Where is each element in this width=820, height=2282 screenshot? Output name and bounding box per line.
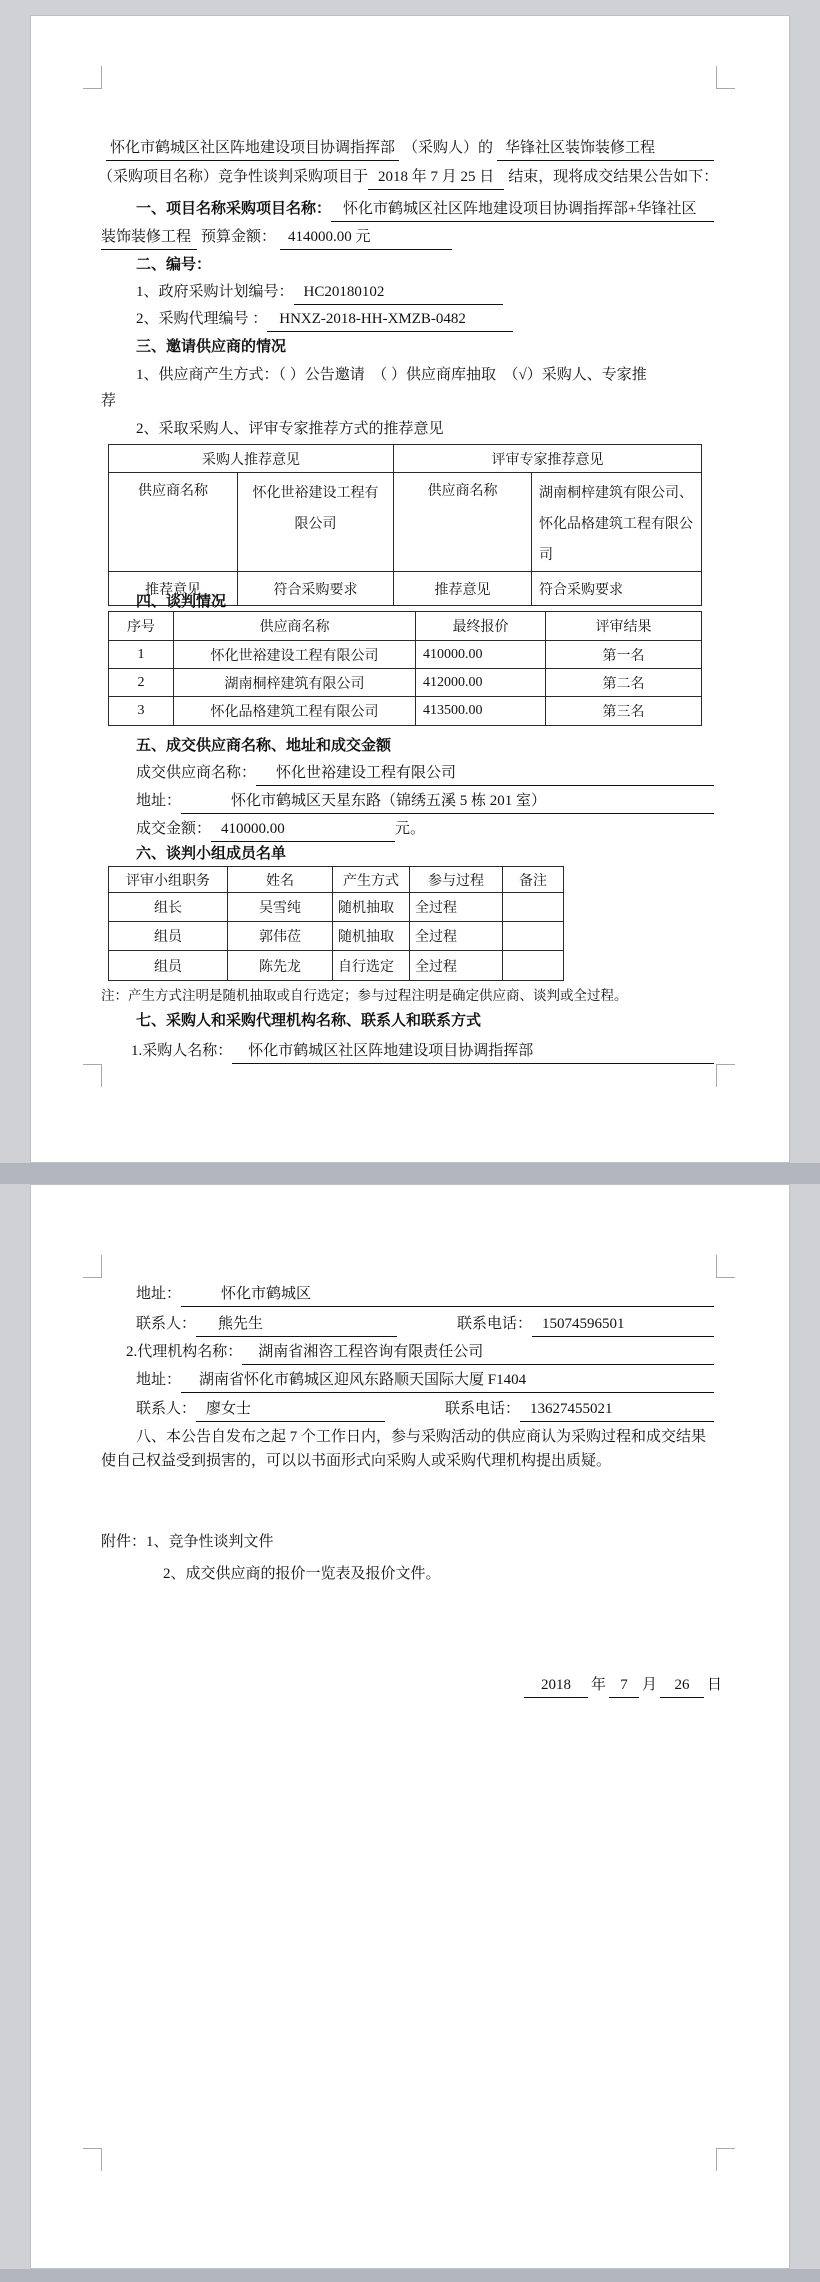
date-month-underlined: 7 bbox=[609, 1675, 639, 1698]
table-cell: 郭伟莅 bbox=[228, 922, 333, 951]
margin-corner-mark bbox=[83, 1255, 102, 1278]
table-cell: 410000.00 bbox=[416, 641, 546, 669]
contact-person-underlined: 廖女士 bbox=[196, 1399, 385, 1422]
winner-name-underlined: 怀化世裕建设工程有限公司 bbox=[256, 763, 714, 786]
date-month-unit: 月 bbox=[642, 1677, 658, 1693]
intro-text: 结束，现将成交结果公告如下： bbox=[508, 169, 719, 185]
agency-name-line bbox=[126, 1342, 714, 1365]
date-year-unit: 年 bbox=[591, 1677, 607, 1693]
agency-address-line bbox=[136, 1370, 714, 1393]
purchaser-contact-line bbox=[136, 1314, 714, 1337]
table-cell: 自行选定 bbox=[333, 951, 410, 981]
team-table-note-line bbox=[101, 986, 628, 1009]
section-8-text: 八、本公告自发布之起 7 个工作日内，参与采购活动的供应商认为采购过程和成交结果 bbox=[136, 1429, 707, 1445]
supplier-source-text: 1、供应商产生方式：（ ）公告邀请 （ ）供应商库抽取 （√）采购人、专家推 bbox=[136, 367, 647, 383]
table-cell: 第一名 bbox=[546, 641, 702, 669]
table-cell: 湖南桐梓建筑有限公司 bbox=[174, 669, 416, 697]
table-cell: 推荐意见 bbox=[394, 572, 532, 606]
table-header-cell: 评审专家推荐意见 bbox=[394, 445, 702, 473]
plan-number-label: 1、政府采购计划编号： bbox=[136, 284, 294, 300]
table-row bbox=[109, 612, 702, 641]
table-header-cell: 备注 bbox=[503, 867, 564, 893]
table-cell: 怀化品格建筑工程有限公司 bbox=[174, 697, 416, 726]
margin-corner-mark bbox=[83, 1064, 102, 1087]
attachment-line-1 bbox=[101, 1532, 274, 1555]
section-1-heading-line bbox=[136, 199, 714, 222]
table-cell: 全过程 bbox=[410, 893, 503, 922]
section-heading: 七、采购人和采购代理机构名称、联系人和联系方式 bbox=[136, 1013, 482, 1029]
purchaser-address-label: 地址： bbox=[136, 1286, 182, 1302]
table-header-cell: 最终报价 bbox=[416, 612, 546, 641]
agency-address-underlined: 湖南省怀化市鹤城区迎风东路顺天国际大厦 F1404 bbox=[181, 1370, 714, 1393]
date-day-underlined: 26 bbox=[660, 1675, 704, 1698]
purchaser-address-underlined: 怀化市鹤城区 bbox=[181, 1284, 714, 1307]
contact-person-underlined: 熊先生 bbox=[196, 1314, 397, 1337]
supplier-source-line-2 bbox=[101, 391, 116, 414]
table-cell: 吴雪纯 bbox=[228, 893, 333, 922]
winner-address-line bbox=[136, 791, 714, 814]
attachment-line-2 bbox=[163, 1564, 441, 1587]
page-2 bbox=[30, 1184, 790, 2269]
section-3-heading-line bbox=[136, 337, 286, 360]
table-cell bbox=[503, 893, 564, 922]
table-cell: 怀化世裕建设工程有限公司 bbox=[238, 473, 394, 572]
table-row bbox=[109, 867, 564, 893]
page-1 bbox=[30, 15, 790, 1163]
signature-date-line bbox=[524, 1675, 722, 1698]
section-1-line-2 bbox=[101, 227, 452, 250]
winner-address-underlined: 怀化市鹤城区天星东路（锦绣五溪 5 栋 201 室） bbox=[181, 791, 714, 814]
agency-name-label: 2.代理机构名称： bbox=[126, 1344, 243, 1360]
attachment-text: 附件：1、竞争性谈判文件 bbox=[101, 1534, 274, 1550]
intro-text: （采购项目名称）竞争性谈判采购项目于 bbox=[98, 169, 369, 185]
margin-corner-mark bbox=[716, 1064, 735, 1087]
table-cell: 全过程 bbox=[410, 922, 503, 951]
table-cell: 组员 bbox=[109, 922, 228, 951]
intro-text: （采购人）的 bbox=[403, 140, 494, 156]
supplier-source-text: 荐 bbox=[101, 393, 117, 409]
purchaser-name-value-underlined: 怀化市鹤城区社区阵地建设项目协调指挥部 bbox=[232, 1041, 714, 1064]
contact-person-label: 联系人： bbox=[136, 1316, 197, 1332]
contact-person-label: 联系人： bbox=[136, 1401, 197, 1417]
purchaser-name-line bbox=[131, 1041, 714, 1064]
margin-corner-mark bbox=[83, 2148, 102, 2171]
table-row bbox=[109, 641, 702, 669]
agency-number-line bbox=[136, 309, 513, 332]
project-title-cont-underlined: 装饰装修工程 bbox=[101, 227, 197, 250]
contact-phone-label: 联系电话： bbox=[445, 1401, 521, 1417]
end-date-underlined: 2018 年 7 月 25 日 bbox=[368, 167, 504, 190]
table-cell bbox=[503, 951, 564, 981]
plan-number-line bbox=[136, 282, 503, 305]
negotiation-table bbox=[108, 611, 702, 726]
table-cell: 2 bbox=[109, 669, 174, 697]
table-cell: 推荐意见 bbox=[109, 572, 238, 606]
deal-amount-underlined: 410000.00 bbox=[211, 819, 395, 842]
table-row bbox=[109, 922, 564, 951]
project-name-underlined: 华锋社区装饰装修工程 bbox=[497, 138, 714, 161]
margin-corner-mark bbox=[716, 66, 735, 89]
table-cell: 3 bbox=[109, 697, 174, 726]
budget-label: 预算金额： bbox=[201, 229, 277, 245]
table-cell: 全过程 bbox=[410, 951, 503, 981]
margin-corner-mark bbox=[83, 66, 102, 89]
table-row bbox=[109, 669, 702, 697]
table-cell: 供应商名称 bbox=[109, 473, 238, 572]
section-heading: 二、编号： bbox=[136, 257, 212, 273]
intro-line-2 bbox=[98, 167, 718, 190]
purchaser-address-line bbox=[136, 1284, 714, 1307]
section-heading: 四、谈判情况 bbox=[136, 594, 227, 610]
recommendation-intro-text: 2、采取采购人、评审专家推荐方式的推荐意见 bbox=[136, 421, 444, 437]
purchaser-name-label: 1.采购人名称： bbox=[131, 1043, 233, 1059]
purchaser-name-underlined: 怀化市鹤城区社区阵地建设项目协调指挥部 bbox=[106, 138, 399, 161]
table-row bbox=[109, 697, 702, 726]
page-gap bbox=[0, 1163, 820, 1184]
agency-number-label: 2、采购代理编号 ： bbox=[136, 311, 268, 327]
table-cell: 412000.00 bbox=[416, 669, 546, 697]
contact-phone-underlined: 15074596501 bbox=[532, 1314, 714, 1337]
date-year-underlined: 2018 bbox=[524, 1675, 588, 1698]
table-cell: 随机抽取 bbox=[333, 922, 410, 951]
section-heading: 六、谈判小组成员名单 bbox=[136, 846, 287, 862]
budget-value-underlined: 414000.00 元 bbox=[280, 227, 452, 250]
section-heading: 一、项目名称采购项目名称： bbox=[136, 201, 332, 217]
margin-corner-mark bbox=[716, 1255, 735, 1278]
section-8-line-1 bbox=[136, 1427, 706, 1450]
table-cell: 第三名 bbox=[546, 697, 702, 726]
section-8-line-2 bbox=[101, 1451, 611, 1474]
section-5-heading-line bbox=[136, 736, 391, 759]
table-cell: 符合采购要求 bbox=[532, 572, 702, 606]
table-cell: 组长 bbox=[109, 893, 228, 922]
page-gap-bottom bbox=[0, 2269, 820, 2282]
attachment-text: 2、成交供应商的报价一览表及报价文件。 bbox=[163, 1566, 441, 1582]
recommendation-table bbox=[108, 444, 702, 606]
section-7-heading-line bbox=[136, 1011, 481, 1034]
table-row bbox=[109, 473, 702, 572]
section-heading: 三、邀请供应商的情况 bbox=[136, 339, 287, 355]
section-6-heading-line bbox=[136, 844, 286, 867]
winner-name-label: 成交供应商名称： bbox=[136, 765, 257, 781]
table-cell: 供应商名称 bbox=[394, 473, 532, 572]
table-cell bbox=[503, 922, 564, 951]
table-cell: 湖南桐梓建筑有限公司、怀化品格建筑工程有限公司 bbox=[532, 473, 702, 572]
deal-amount-suffix: 元。 bbox=[395, 821, 426, 837]
table-cell: 413500.00 bbox=[416, 697, 546, 726]
team-table bbox=[108, 866, 564, 981]
deal-amount-label: 成交金额： bbox=[136, 821, 212, 837]
table-header-cell: 参与过程 bbox=[410, 867, 503, 893]
agency-contact-line bbox=[136, 1399, 714, 1422]
table-header-cell: 评审结果 bbox=[546, 612, 702, 641]
table-cell: 随机抽取 bbox=[333, 893, 410, 922]
table-header-cell: 评审小组职务 bbox=[109, 867, 228, 893]
table-row bbox=[109, 893, 564, 922]
supplier-source-line-1 bbox=[136, 365, 647, 388]
contact-phone-label: 联系电话： bbox=[457, 1316, 533, 1332]
margin-corner-mark bbox=[716, 2148, 735, 2171]
agency-name-underlined: 湖南省湘咨工程咨询有限责任公司 bbox=[242, 1342, 714, 1365]
table-header-cell: 产生方式 bbox=[333, 867, 410, 893]
recommendation-intro-line bbox=[136, 419, 444, 442]
table-cell: 1 bbox=[109, 641, 174, 669]
deal-amount-line bbox=[136, 819, 425, 842]
table-cell: 组员 bbox=[109, 951, 228, 981]
plan-number-value-underlined: HC20180102 bbox=[294, 282, 503, 305]
table-cell: 符合采购要求 bbox=[238, 572, 394, 606]
winner-name-line bbox=[136, 763, 714, 786]
date-day-unit: 日 bbox=[707, 1677, 723, 1693]
agency-number-value-underlined: HNXZ-2018-HH-XMZB-0482 bbox=[267, 309, 513, 332]
winner-address-label: 地址： bbox=[136, 793, 182, 809]
table-header-cell: 姓名 bbox=[228, 867, 333, 893]
intro-line-1 bbox=[106, 138, 714, 161]
section-heading: 五、成交供应商名称、地址和成交金额 bbox=[136, 738, 392, 754]
team-table-note: 注：产生方式注明是随机抽取或自行选定；参与过程注明是确定供应商、谈判或全过程。 bbox=[101, 988, 628, 1003]
section-8-text: 使自己权益受到损害的，可以以书面形式向采购人或采购代理机构提出质疑。 bbox=[101, 1453, 612, 1469]
table-row bbox=[109, 951, 564, 981]
table-header-cell: 供应商名称 bbox=[174, 612, 416, 641]
project-title-underlined: 怀化市鹤城区社区阵地建设项目协调指挥部+华锋社区 bbox=[331, 199, 714, 222]
table-header-cell: 采购人推荐意见 bbox=[109, 445, 394, 473]
agency-address-label: 地址： bbox=[136, 1372, 182, 1388]
contact-phone-underlined: 13627455021 bbox=[520, 1399, 714, 1422]
table-header-cell: 序号 bbox=[109, 612, 174, 641]
table-row bbox=[109, 445, 702, 473]
table-cell: 怀化世裕建设工程有限公司 bbox=[174, 641, 416, 669]
section-2-heading-line bbox=[136, 255, 211, 278]
table-cell: 第二名 bbox=[546, 669, 702, 697]
table-cell: 陈先龙 bbox=[228, 951, 333, 981]
